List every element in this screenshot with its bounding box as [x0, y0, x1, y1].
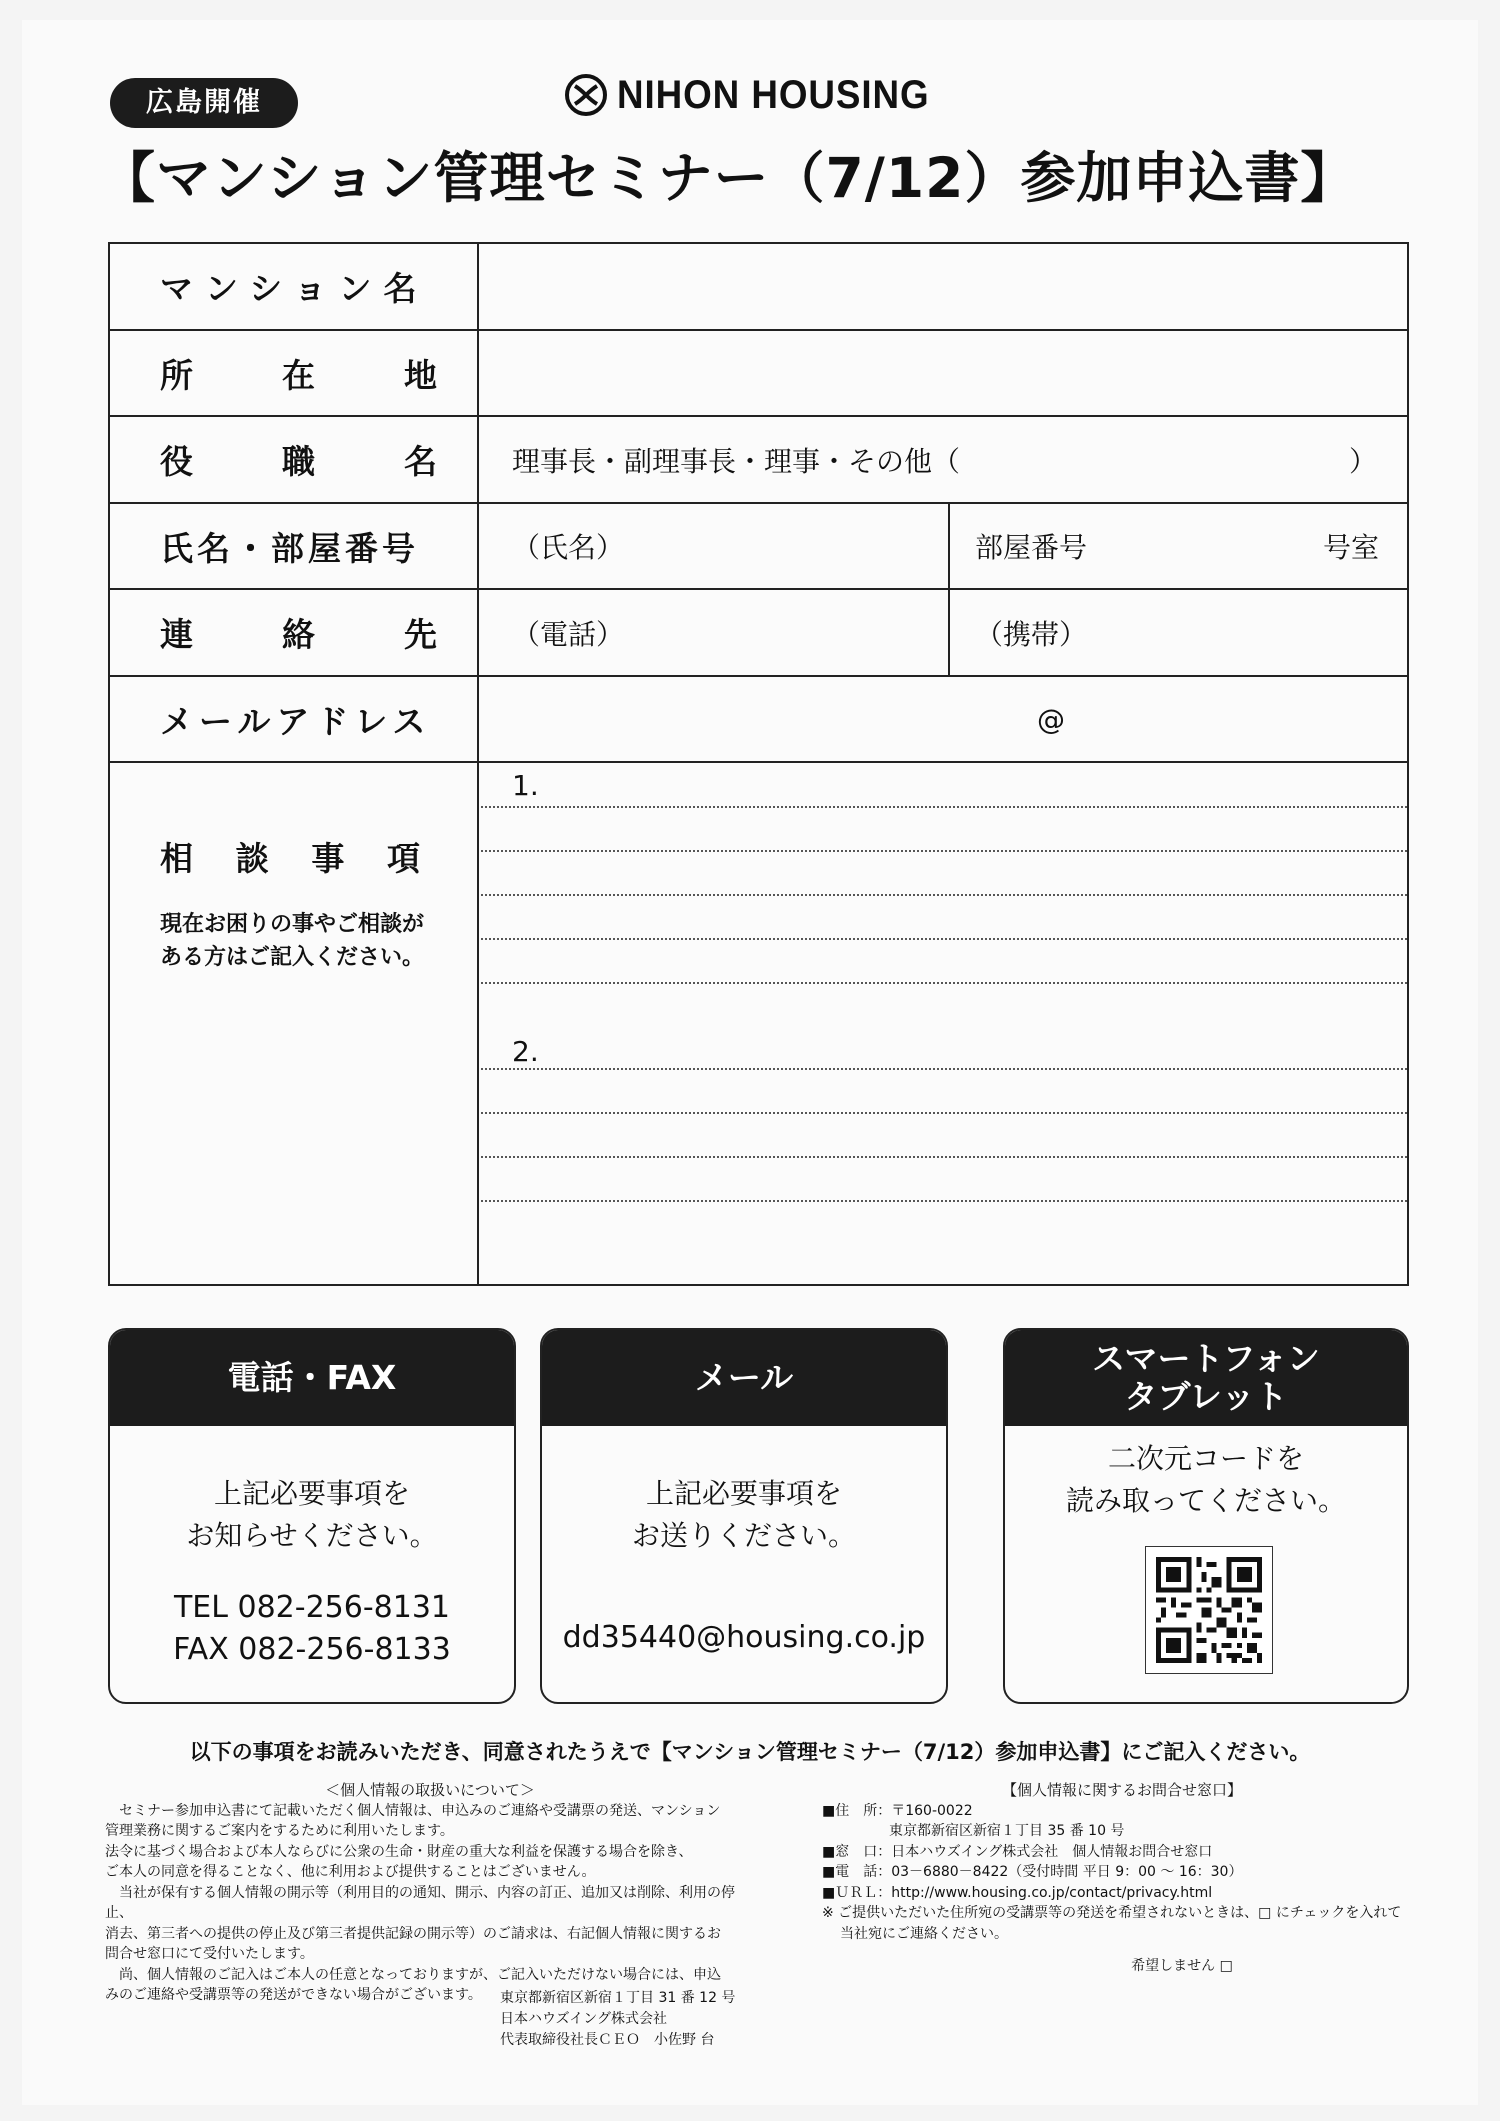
consultation-label-cell [110, 763, 479, 1284]
row-mansion-name [110, 244, 1407, 331]
registration-form-table [108, 242, 1409, 1286]
smartphone-box: スマートフォン タブレット 二次元コードを 読み取ってください。 [1003, 1328, 1409, 1704]
nihon-housing-logo-icon [565, 74, 607, 116]
email-at-sign: @ [1037, 702, 1065, 736]
mansion-name-label: マンション名 [110, 244, 479, 329]
row-address [110, 331, 1407, 417]
fax-number: FAX 082-256-8133 [173, 1632, 451, 1667]
mail-heading: メール [542, 1330, 946, 1426]
room-number-field[interactable] [950, 504, 1407, 588]
email-label: メールアドレス [110, 677, 479, 761]
consultation-item-1: 1. [512, 769, 539, 802]
consultation-note: 現在お困りの事やご相談が ある方はご記入ください。 [160, 912, 425, 970]
consultation-line[interactable] [481, 894, 1407, 896]
mobile-field[interactable] [950, 590, 1407, 675]
privacy-title: ＜個人情報の取扱いについて＞ [325, 1781, 535, 1799]
privacy-url[interactable]: ■ＵＲＬ：http://www.housing.co.jp/contact/privacy.html [822, 1884, 1213, 1901]
email-address-link[interactable]: dd35440@housing.co.jp [562, 1620, 926, 1655]
phone-placeholder: （電話） [512, 617, 625, 651]
privacy-policy: ＜個人情報の取扱いについて＞ セミナー参加申込書にて記載いただく個人情報は、申込みのご連絡や受講票の発送、マンション 管理業務に関するご案内をするために利用いたします。 法令に基づく場合および本人ならびに公衆の生命・財産の重大な利益を保護する場合を除き、 ご本人の同意を得ることなく、他に利用および提供することはございません。 当社が保有する個人情報の開示等（利用目的の通知、開示、内容の訂正、追加又は削除、利用の停止、 消去、第三者への提供の停止及び第三者提供記録の開示等）のご請求は、右記個人情報に関するお 問合せ窓口にて受付いたします。 尚、個人情報のご記入はご本人の任意となっておりますが、ご記入いただけない場合には、申込 みのご連絡や受講票等の発送ができない場合がございます。 [105, 1780, 755, 2006]
region-badge: 広島開催 [110, 78, 298, 128]
mail-box: メール 上記必要事項を お送りください。 dd35440@housing.co.jp [540, 1328, 948, 1704]
consultation-line[interactable] [481, 982, 1407, 984]
company-logo [565, 70, 957, 120]
row-email [110, 677, 1407, 763]
phone-fax-heading: 電話・FAX [110, 1330, 514, 1426]
inquiry-title: 【個人情報に関するお問合せ窓口】 [1001, 1781, 1242, 1799]
privacy-inquiry: 【個人情報に関するお問合せ窓口】 ■住 所：〒160-0022 東京都新宿区新宿１丁目 35 番 10 号 ■窓 口：日本ハウズイング株式会社 個人情報お問合せ窓口 ■電 話：03－6880－8422（受付時間 平日 9：00 ～ 16：30） ■ＵＲＬ：http://www.housing.co.jp/contact/privacy.html ※ ご提供いただいた住所宛の受講票等の発送を希望されないときは、□ にチェックを入れて 当社宛にご連絡ください。 希望しません □ [822, 1780, 1422, 1977]
phone-fax-box: 電話・FAX 上記必要事項を お知らせください。 TEL 082-256-8131 FAX 082-256-8133 [108, 1328, 516, 1704]
address-label: 所 在 地 [110, 331, 479, 415]
contact-label: 連 絡 先 [110, 590, 479, 675]
mobile-placeholder: （携帯） [975, 617, 1088, 651]
row-consultation [110, 763, 1407, 1284]
tel-number: TEL 082-256-8131 [173, 1590, 451, 1625]
mansion-name-field[interactable] [479, 244, 1407, 329]
position-field[interactable] [479, 417, 1407, 502]
row-contact [110, 590, 1407, 677]
consultation-line[interactable] [481, 1068, 1407, 1070]
consultation-line[interactable] [481, 850, 1407, 852]
address-field[interactable] [479, 331, 1407, 415]
consultation-line[interactable] [481, 1156, 1407, 1158]
consultation-line[interactable] [481, 806, 1407, 808]
opt-out-checkbox[interactable]: 希望しません □ [1131, 1958, 1233, 1974]
smartphone-heading: スマートフォン タブレット [1005, 1330, 1407, 1426]
agreement-text: 以下の事項をお読みいただき、同意されたうえで【マンション管理セミナー（7/12）参加申込書】にご記入ください。 [189, 1740, 1311, 1764]
room-suffix: 号室 [1322, 531, 1379, 564]
position-label: 役 職 名 [110, 417, 479, 502]
consultation-line[interactable] [481, 938, 1407, 940]
room-number-label: 部屋番号 [975, 531, 1088, 564]
consultation-line[interactable] [481, 1112, 1407, 1114]
consultation-line[interactable] [481, 1200, 1407, 1202]
row-name-room [110, 504, 1407, 590]
name-room-label: 氏名・部屋番号 [110, 504, 479, 588]
company-info: 東京都新宿区新宿１丁目 31 番 12 号 日本ハウズイング株式会社 代表取締役社長ＣＥＯ 小佐野 台 [500, 1990, 736, 2048]
position-close-paren: ） [1348, 444, 1377, 478]
row-position [110, 417, 1407, 504]
name-placeholder: （氏名） [512, 531, 625, 564]
email-field[interactable] [479, 677, 1407, 761]
page-title: 【マンション管理セミナー（7/12）参加申込書】 [100, 146, 1357, 210]
qr-code-icon[interactable] [1145, 1546, 1273, 1674]
position-options: 理事長・副理事長・理事・その他（ [512, 444, 961, 478]
consultation-item-2: 2. [512, 1035, 539, 1068]
logo-text: NIHON HOUSING [617, 72, 930, 117]
consultation-label: 相 談 事 項 [160, 839, 420, 878]
